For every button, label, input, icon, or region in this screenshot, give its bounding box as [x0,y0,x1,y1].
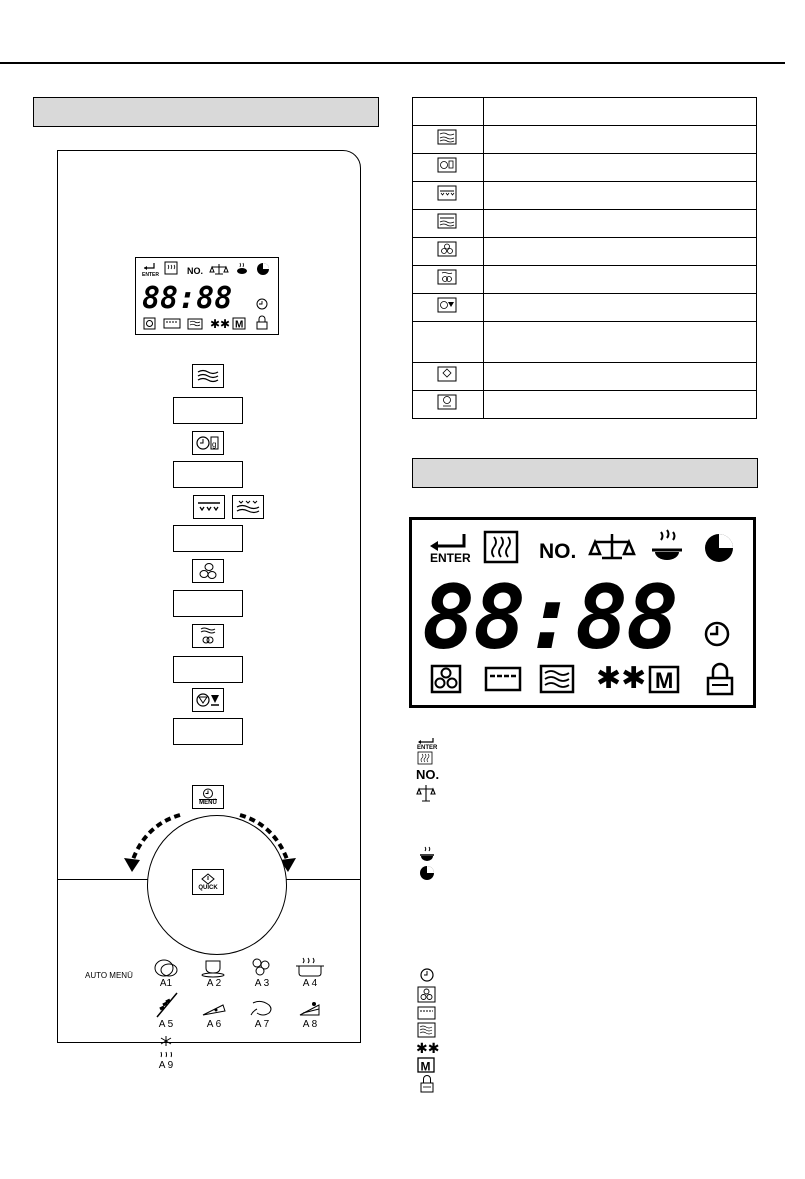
microwave-icon [196,368,220,384]
menu-label: MENÜ [199,799,217,806]
microwave-icon [188,319,202,329]
legend-upper [415,737,441,824]
auto-menu-item-a2[interactable] [190,950,238,989]
auto-menu-item-a8[interactable] [286,991,334,1030]
grill-icon [164,319,180,328]
fan-icon [437,241,457,257]
pie-timer-icon [705,534,733,562]
combi-grill-icon [437,213,457,229]
combi-grill-icon [235,498,261,516]
vegetables-icon [249,956,275,978]
grill-icon [418,1007,435,1019]
no-label: NO. [539,540,577,563]
chicken-icon [249,997,275,1019]
label-box-6 [173,718,243,745]
clock-weight-icon [195,434,221,452]
display-large [409,517,756,708]
combi-fan-icon [198,626,218,646]
auto-menu-title: AUTO MENÜ [85,971,133,980]
section-header-bar-right [412,458,758,488]
quick-start-button[interactable] [192,869,224,895]
auto-menu-item-a1[interactable] [142,950,190,989]
grill-icon [486,668,520,690]
memory-icon: M [420,1059,431,1074]
label-box-1 [173,397,243,424]
stop-icon [437,297,457,313]
auto-menu-item-a7[interactable] [238,991,286,1030]
svg-text:ENTER: ENTER [417,745,438,751]
auto-menu-code: A 4 [302,978,318,989]
pie-timer-icon [420,866,434,880]
combi-fan-button[interactable] [192,624,224,648]
microwave-button[interactable] [192,364,224,388]
lock-icon [421,1076,433,1093]
memory-icon: M [235,319,244,331]
no-label: NO. [187,266,204,276]
auto-menu-code: A1 [159,978,173,989]
stop-icon [195,692,221,708]
lock-icon [257,316,267,329]
grill-icon [437,185,457,201]
grill-icon [196,499,222,515]
display-small [135,257,279,335]
auto-menu-code: A 7 [254,1019,270,1030]
legend-lower [415,966,441,1101]
scale-icon [210,264,228,274]
microwave-icon [418,1023,435,1037]
casserole-icon [295,956,325,978]
auto-menu-code: A 2 [206,978,222,989]
fan-icon [198,562,218,580]
auto-menu-code: A 8 [302,1019,318,1030]
clock-weight-button[interactable] [192,431,224,455]
pot-icon [652,530,682,560]
auto-menu-item-a9[interactable] [142,1032,190,1071]
cup-icon [201,956,227,978]
auto-menu-code: A 9 [158,1060,174,1071]
svg-text:g: g [212,440,217,449]
steam-icon [418,752,432,764]
pot-icon [420,847,434,861]
auto-menu-code: A 5 [158,1019,174,1030]
fan-icon [144,318,155,329]
quick-label: QUICK [198,884,218,891]
defrost-icon: ✱✱ [596,662,647,695]
auto-menu-code: A 6 [206,1019,222,1030]
cake-icon [297,997,323,1019]
auto-menu-row1 [142,950,342,1071]
clock-icon [257,299,267,309]
icon-reference-table [412,97,757,419]
scale-icon [417,785,435,801]
fan-icon [432,666,460,692]
scale-icon [590,534,634,558]
combi-grill-button[interactable] [232,495,264,519]
pie-timer-icon [257,263,269,275]
legend-upper-2 [418,845,440,888]
clock-icon [421,969,433,981]
auto-menu-item-a3[interactable] [238,950,286,989]
lcd-digits-large: 88:88 [422,566,677,669]
enter-label: ENTER [430,551,471,565]
enter-label: ENTER [142,272,159,278]
enter-icon [144,263,154,270]
pizza-icon [201,997,227,1019]
auto-menu-item-a4[interactable] [286,950,334,989]
no-icon: NO. [416,767,440,782]
defrost-icon: ✱✱ [416,1040,440,1056]
enter-icon [430,534,464,551]
fan-icon [418,987,435,1002]
clock-weight-icon [437,157,457,173]
defrost-icon [156,1034,176,1060]
grill-button[interactable] [193,495,225,519]
label-box-4 [173,590,243,617]
pot-icon [237,263,247,274]
steam-icon [485,532,517,562]
combi-fan-icon [437,269,457,285]
steam-icon [165,262,177,274]
microwave-icon [437,129,457,145]
defrost-icon: ✱✱ [210,317,231,331]
quick-start-icon [437,366,457,382]
lock-icon [708,664,732,694]
auto-menu-item-a5[interactable] [142,991,190,1030]
fan-button[interactable] [192,559,224,583]
lcd-digits-small: 88:88 [142,281,233,316]
microwave-icon [541,666,573,692]
memory-icon: M [655,668,674,693]
auto-menu-item-a6[interactable] [190,991,238,1030]
label-box-5 [173,656,243,683]
skewer-icon [153,991,179,1019]
enter-icon [417,738,438,751]
stop-button[interactable] [192,688,224,712]
bread-icon [153,956,179,978]
top-rule [0,62,785,64]
section-header-bar-left [33,97,379,127]
quick-start-icon [201,873,215,885]
label-box-3 [173,525,243,552]
clock-icon [706,623,728,645]
auto-menu-code: A 3 [254,978,270,989]
label-box-2 [173,461,243,488]
clock-menu-icon [437,394,457,410]
